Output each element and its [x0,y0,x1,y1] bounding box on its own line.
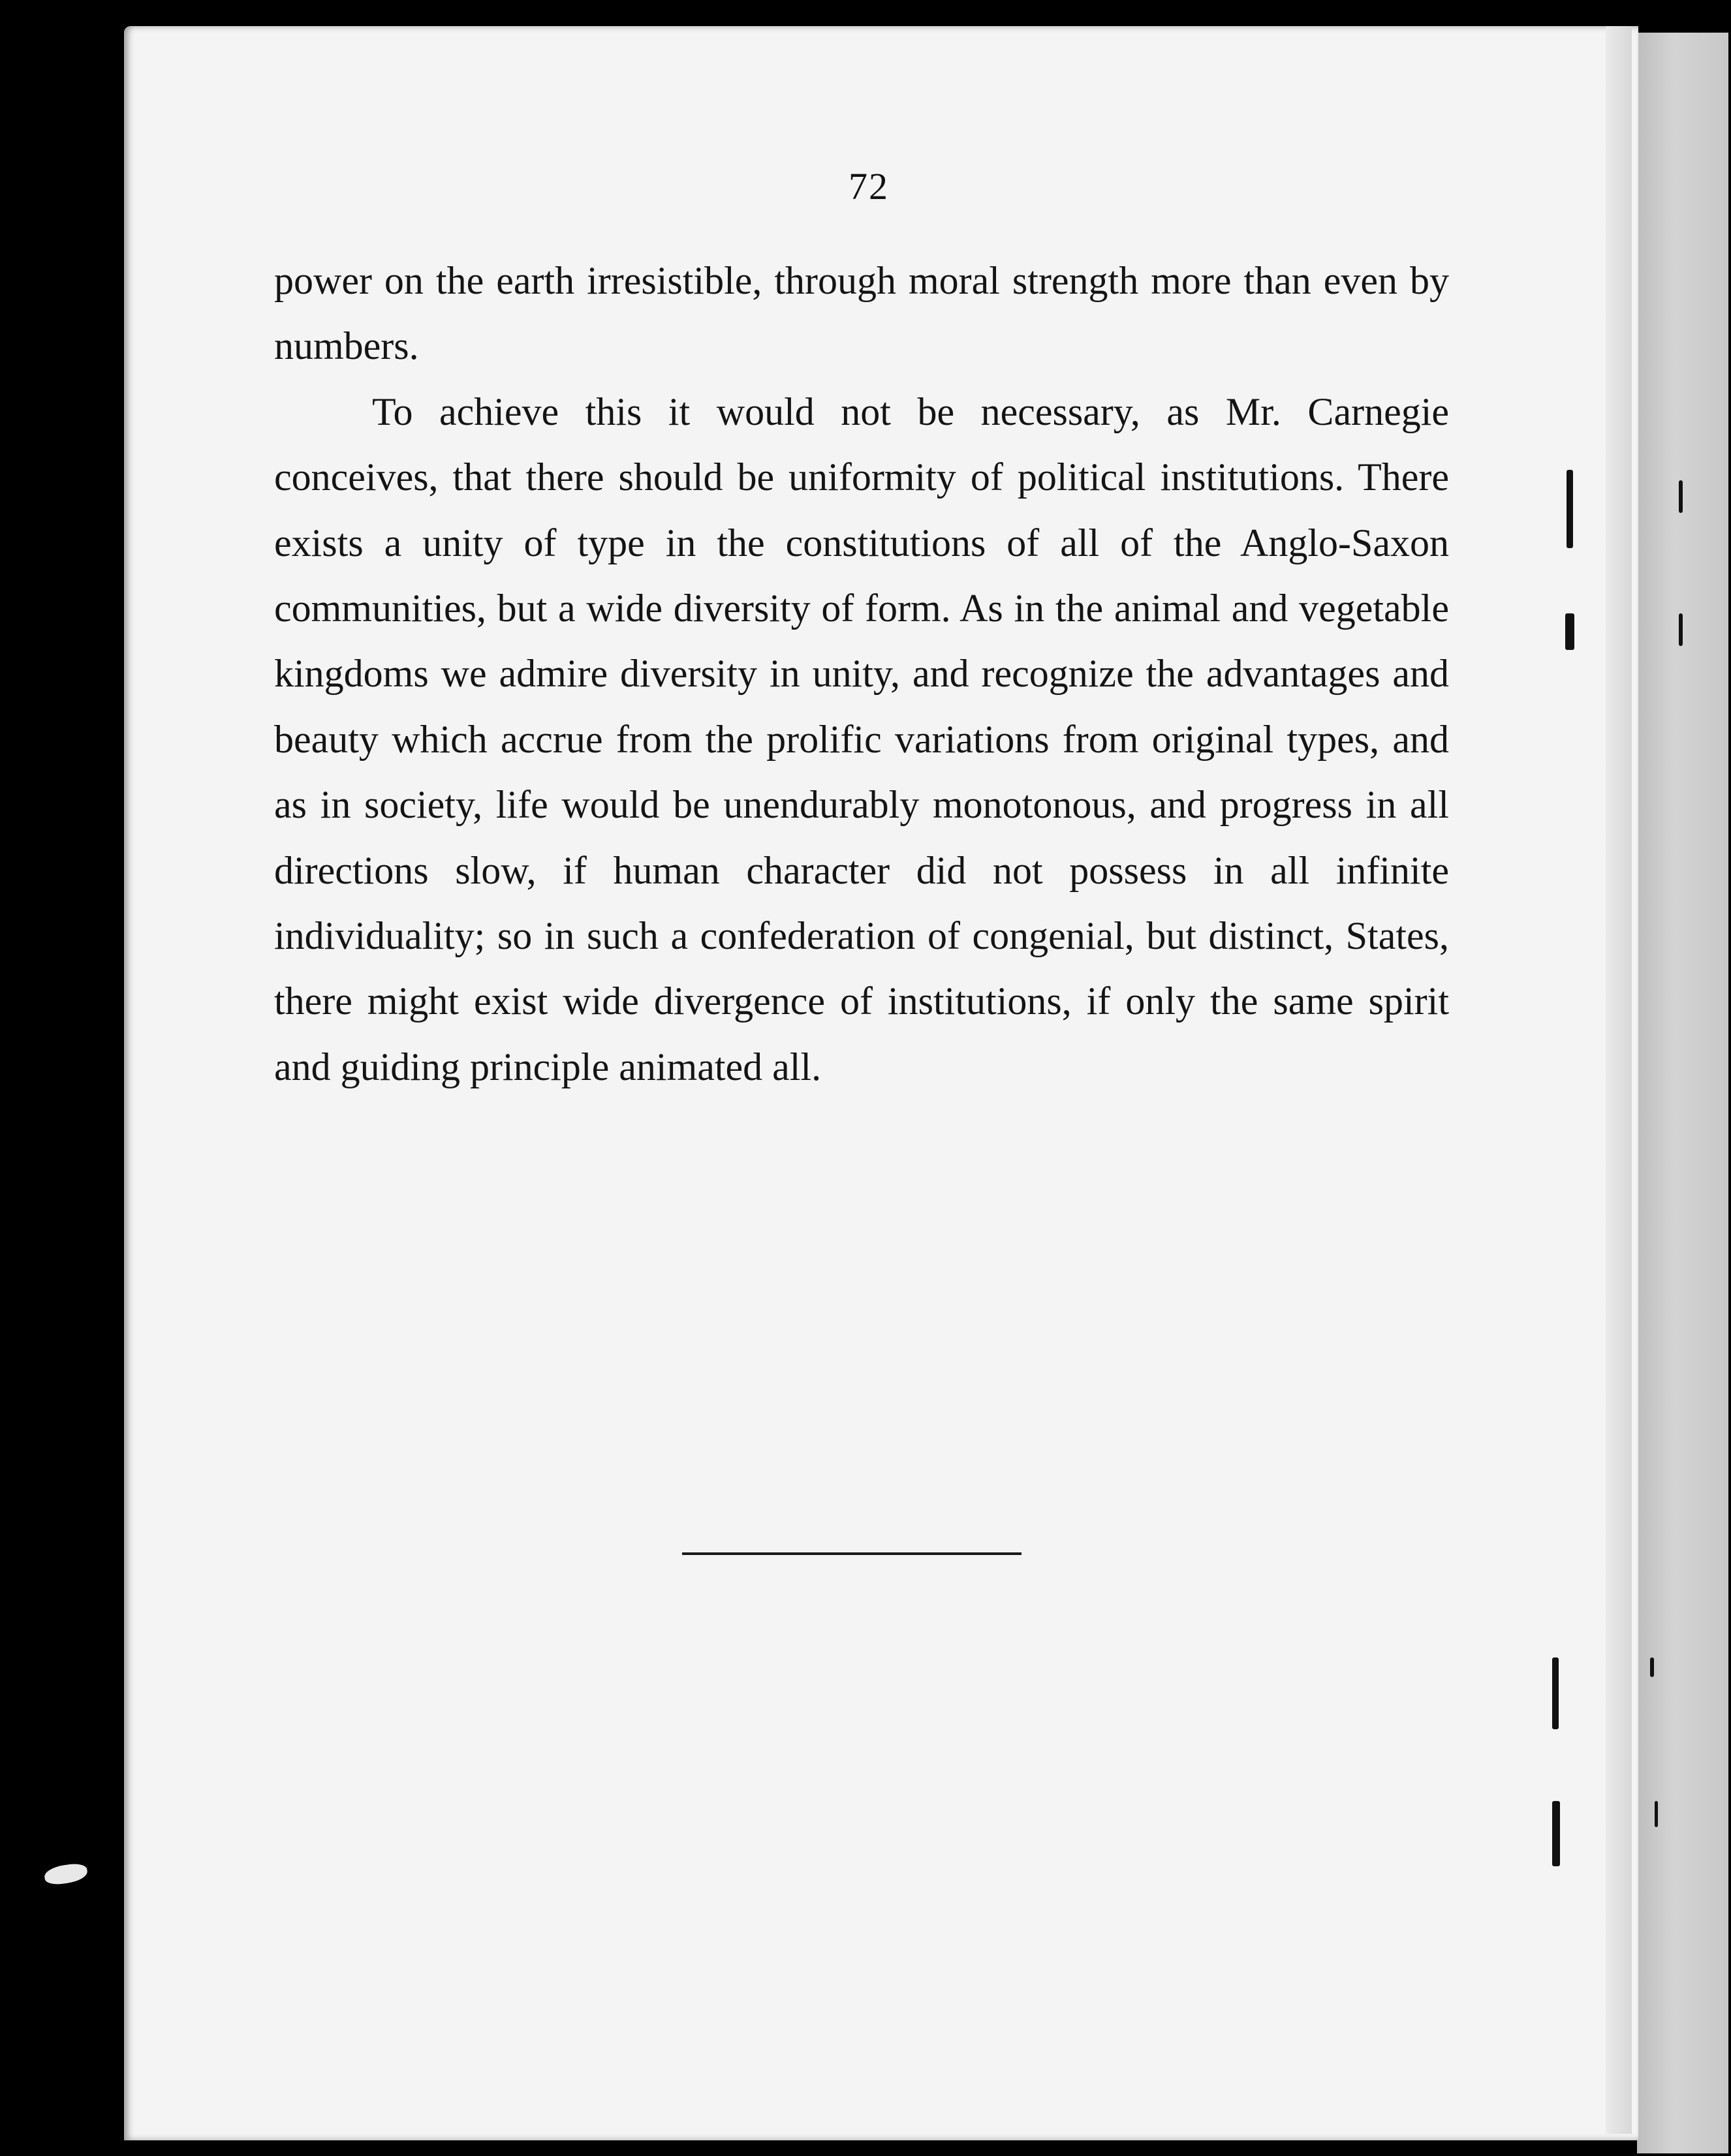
binding-mark [1552,1801,1560,1866]
adjacent-page-edge [1637,33,1728,2153]
binding-mark [1679,480,1683,513]
page-number: 72 [849,165,889,208]
paragraph-1: power on the earth irresistible, through moral strength more than even by numbers. [274,259,1449,368]
binding-mark [1679,613,1683,646]
binding-mark [1565,613,1574,650]
page-gutter [1606,26,1632,2134]
binding-mark [1552,1657,1559,1729]
scan-speck [43,1862,88,1886]
binding-mark [1655,1801,1658,1827]
binding-mark [1650,1657,1654,1677]
section-divider-rule [682,1552,1021,1555]
page-body-text [274,248,1449,1100]
binding-mark [1567,470,1573,548]
paragraph-2: To achieve this it would not be necessary, as Mr. Carnegie conceives, that there should be uniformity of political institutions. There exists a unity of type in the constitutions of all of the Anglo-Saxon communities, but a wide diversity of form. As in the animal and vegetable kingdoms we admire diversity in unity, and recognize the advantages and beauty which accrue from the prolific variations from original types, and as in society, life would be unendurably monotonous, and progress in all directions slow, if human character did not possess in all infinite individuality; so in such a confederation of congenial, but distinct, States, there might exist wide divergence of institutions, if only the same spirit and guiding principle animated all. [274,390,1449,1088]
